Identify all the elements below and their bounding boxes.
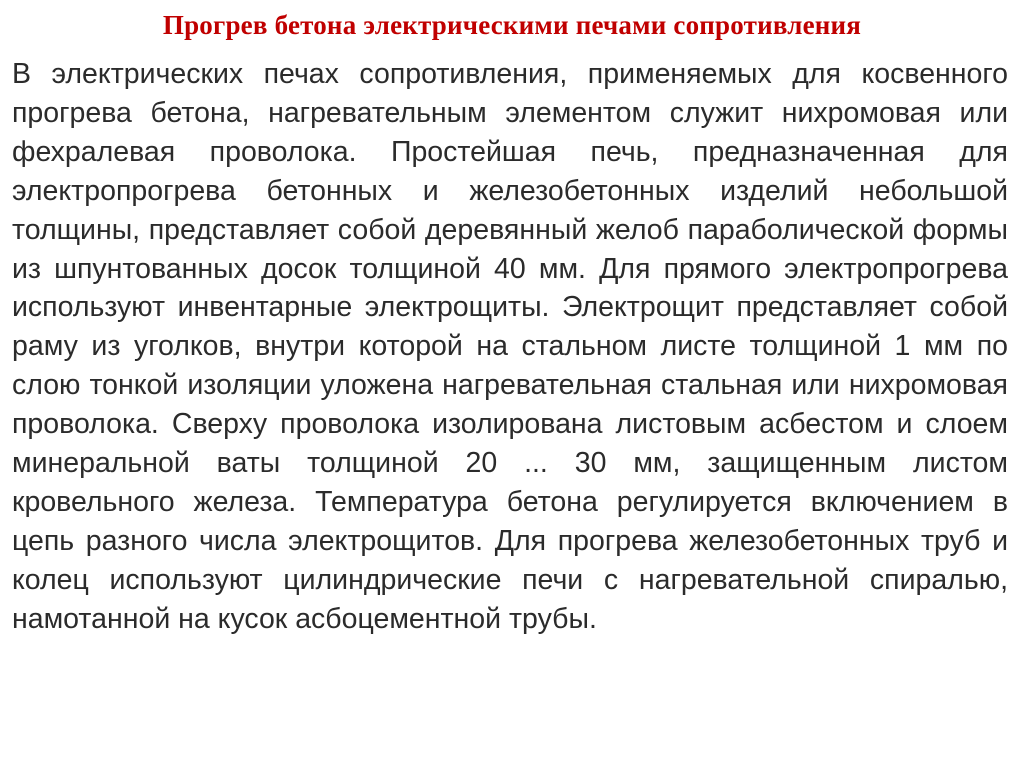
slide-title: Прогрев бетона электрическими печами сопротивления bbox=[162, 10, 862, 40]
slide-body-text: В электрических печах сопротивления, применяемых для косвенного прогрева бетона, нагревательным элементом служит нихромовая или фехралевая проволока. Простейшая печь, предназначенная для электропрогрева бетонных и железобетонных изделий небольшой толщины, представляет собой деревянный желоб параболической формы из шпунтованных досок толщиной 40 мм. Для прямого электропрогрева используют инвентарные электрощиты. Электрощит представляет собой раму из уголков, внутри которой на стальном листе толщиной 1 мм по слою тонкой изоляции уложена нагревательная стальная или нихромовая проволока. Сверху проволока изолирована листовым асбестом и слоем минеральной ваты толщиной 20 ... 30 мм, защищенным листом кровельного железа. Температура бетона регулируется включением в цепь разного числа электрощитов. Для прогрева железобетонных труб и колец используют цилиндрические печи с нагревательной спиралью, намотанной на кусок асбоцементной трубы. bbox=[12, 58, 1008, 635]
